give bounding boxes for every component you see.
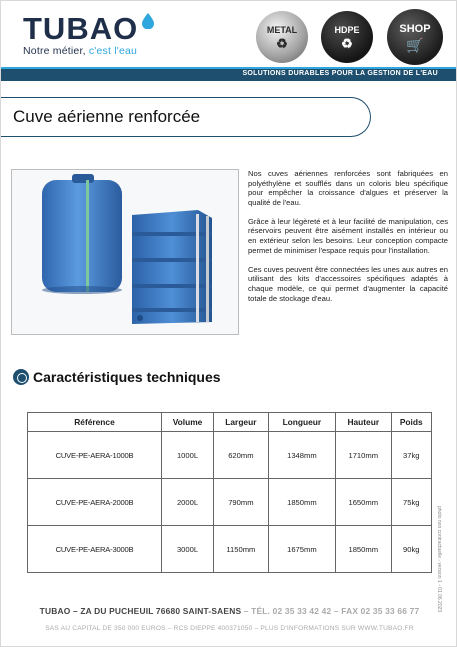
cart-icon: 🛒 [406,36,424,53]
hdpe-label: HDPE [334,24,360,35]
column-header: Largeur [214,413,269,432]
shop-label: SHOP [399,22,431,35]
title-frame [1,97,371,137]
metal-label: METAL [266,24,298,35]
cell-length: 1348mm [268,432,335,479]
footer-address: TUBAO – ZA DU PUCHEUIL 76680 SAINT-SAENS – TÉL. 02 35 33 42 42 – FAX 02 35 33 66 77 [39,606,420,616]
tubao-logo[interactable] [23,13,138,57]
description-paragraph: Nos cuves aériennes renforcées sont fabriquées en polyéthylène et soufflés dans un coloris bleu spécifique pour empêcher la croissance d'algues et préserver la qualité de l'eau. [248,169,448,207]
cell-volume: 1000L [161,432,213,479]
column-header: Référence [28,413,162,432]
footer-legal[interactable]: SAS AU CAPITAL DE 350 000 EUROS – RCS DIEPPE 400371050 – PLUS D'INFORMATIONS SUR WWW.TUBAO.FR [45,625,414,632]
cell-weight: 90kg [391,526,432,573]
description-paragraph: Ces cuves peuvent être connectées les unes aux autres en utilisant des kits d'accessoires spécifiques adaptés à chaque modèle, ce qui permet d'augmenter la capacité totale de stockage d'eau. [248,264,448,303]
specs-title: Caractéristiques techniques [33,369,221,385]
product-description [248,169,448,313]
product-image [11,169,239,335]
cell-volume: 3000L [161,526,213,573]
cell-height: 1650mm [336,479,391,526]
slogan-text: SOLUTIONS DURABLES POUR LA GESTION DE L'EAU [242,70,438,77]
table-header-row [28,413,432,432]
column-header: Volume [161,413,213,432]
cell-volume: 2000L [161,479,213,526]
logo-wordmark: TUBAO [23,11,139,46]
gear-icon [13,369,29,385]
specs-heading [13,369,221,385]
table-row [28,432,432,479]
column-header: Hauteur [336,413,391,432]
specs-table [27,412,432,573]
metal-badge[interactable] [256,11,308,63]
hdpe-badge[interactable] [321,11,373,63]
table-row [28,526,432,573]
cell-width: 620mm [214,432,269,479]
column-header: Poids [391,413,432,432]
cell-width: 790mm [214,479,269,526]
water-tanks-illustration [12,170,238,334]
cell-weight: 37kg [391,432,432,479]
cell-reference: CUVE-PE-AERA-3000B [28,526,162,573]
cell-height: 1710mm [336,432,391,479]
cell-weight: 75kg [391,479,432,526]
cell-reference: CUVE-PE-AERA-1000B [28,432,162,479]
recycle-icon: ♻ [276,35,288,51]
logo-tagline: Notre métier, c'est l'eau [23,45,138,57]
cell-width: 1150mm [214,526,269,573]
cell-reference: CUVE-PE-AERA-2000B [28,479,162,526]
cell-length: 1675mm [268,526,335,573]
description-paragraph: Grâce à leur légèreté et à leur facilité de manipulation, ces réservoirs peuvent être aisément installés en intérieur ou en extérieur selon les besoins. Leur conception compacte permet de minimiser l'espace requis pour l'installation. [248,216,448,255]
water-drop-icon [141,13,155,29]
recycle-icon: ♻ [341,35,353,51]
shop-button[interactable] [387,9,443,65]
slogan-banner [1,67,456,81]
version-note: photo non contractuelle - version 1 - 01.06.2023 [436,506,442,613]
table-row [28,479,432,526]
column-header: Longueur [268,413,335,432]
cell-height: 1850mm [336,526,391,573]
page-title: Cuve aérienne renforcée [13,107,201,126]
cell-length: 1850mm [268,479,335,526]
